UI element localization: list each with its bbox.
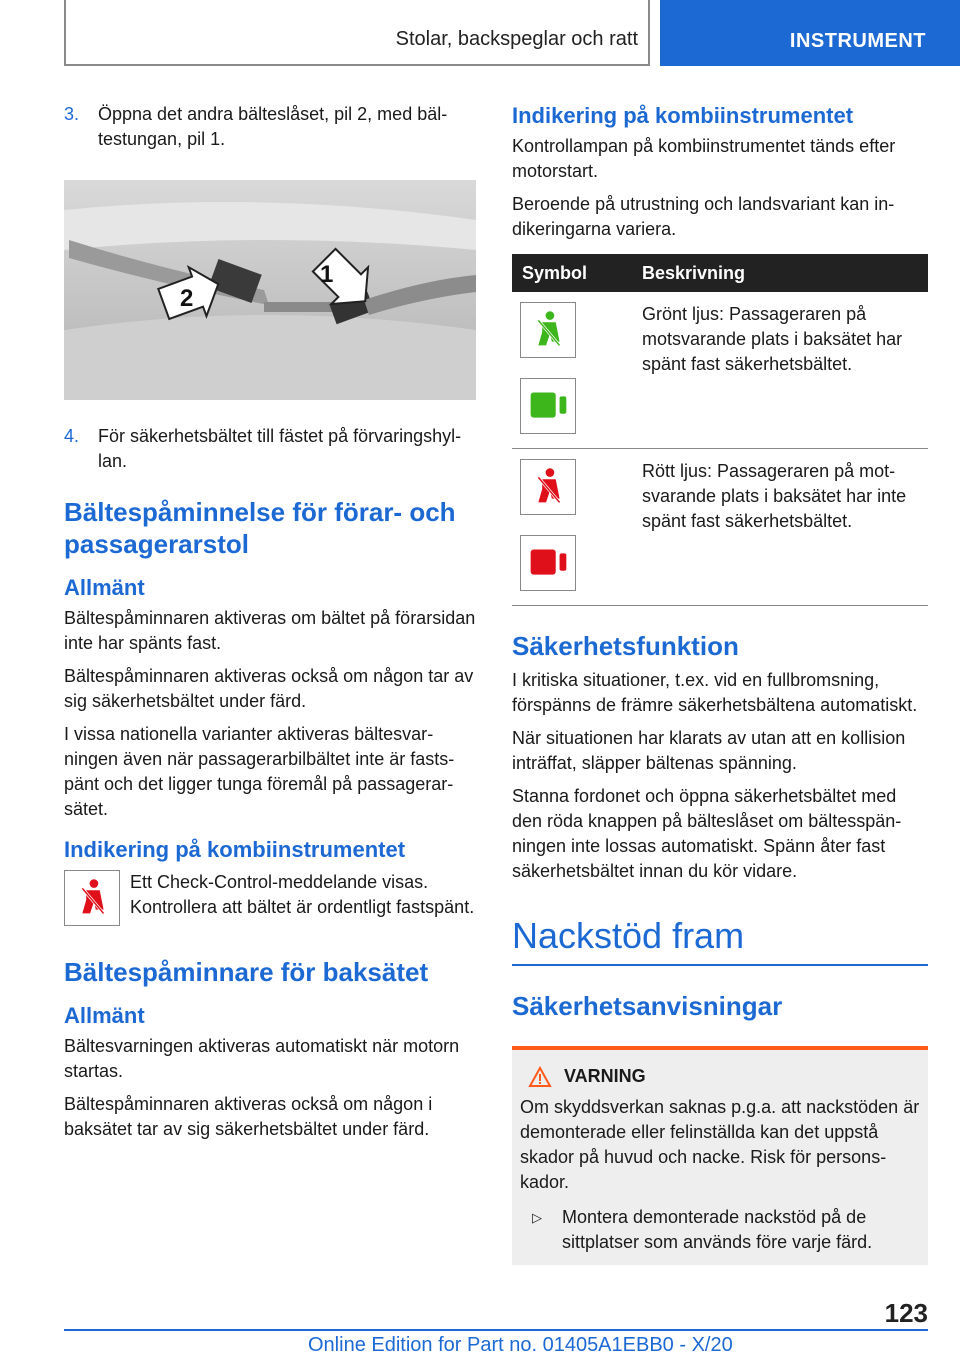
warning-header: [520, 1064, 920, 1089]
red-seat-status-icon: [520, 535, 576, 591]
table-header-symbol: Symbol: [512, 254, 632, 292]
bullet-triangle-icon: ▷: [532, 1210, 542, 1225]
left-column: [64, 102, 476, 1150]
header-section-title: Stolar, backspeglar och ratt: [395, 28, 638, 50]
warning-text: Om skyddsverkan saknas p.g.a. att nackstöden är demonterade eller felinställda kan det uppstå skador på huvud och nacke. Risk för personskador.: [520, 1097, 920, 1192]
step-text: Öppna det andra bälteslåset, pil 2, med bältestungan, pil 1.: [98, 104, 448, 149]
warning-item-text: Montera demonterade nackstöd på de sittplatser som används före varje färd.: [562, 1207, 873, 1252]
page-number: 123: [884, 1298, 928, 1328]
warning-title: VARNING: [564, 1066, 646, 1086]
step-text: För säkerhetsbältet till fästet på förvaringshyllan.: [98, 426, 462, 471]
description-cell: Rött ljus: Passageraren på motsvarande plats i baksätet har inte spänt fast säkerhetsbältet.: [632, 449, 928, 606]
warning-triangle-icon: [528, 1066, 552, 1088]
heading-general: Allmänt: [64, 1003, 145, 1028]
table-row: [512, 449, 928, 606]
paragraph: Bältesvarningen aktiveras automatiskt när motorn startas.: [64, 1036, 460, 1081]
warning-list-item: [520, 1205, 920, 1255]
green-seatbelt-icon: [520, 302, 576, 358]
paragraph: Stanna fordonet och öppna säkerhetsbältet med den röda knappen på bälteslåset om bältesspänningen inte lossas automatiskt. Spänn åter fast säkerhetsbältet innan du kör vidare.: [512, 786, 902, 881]
paragraph: Bältespåminnaren aktiveras om bältet på förarsidan inte har spänts fast.: [64, 608, 476, 653]
paragraph: När situationen har klarats av utan att en kollision inträffat, släpper bältenas spänning.: [512, 728, 906, 773]
table-row: [512, 292, 928, 449]
symbol-cell: [512, 449, 632, 606]
paragraph: Kontrollampan på kombiinstrumentet tänds efter motorstart.: [512, 136, 896, 181]
heading-driver-reminder: Bältespåminnelse för förar- och passagerarstol: [64, 497, 456, 559]
seatbelt-warning-icon: [64, 870, 120, 926]
heading-safety-notes: Säkerhetsanvisningar: [512, 991, 783, 1021]
heading-indicator: Indikering på kombiinstrumentet: [64, 837, 406, 862]
warning-box: [512, 1046, 928, 1265]
header-divider: [648, 0, 650, 66]
paragraph: Beroende på utrustning och landsvariant kan indikeringarna variera.: [512, 194, 895, 239]
step-3: [64, 102, 476, 152]
right-column: [512, 102, 928, 1265]
header-left-rule: [64, 0, 66, 66]
footer-rule: [64, 1329, 928, 1331]
step-number: 4.: [64, 426, 80, 446]
header-bottom-rule: [64, 64, 650, 66]
heading-general: Allmänt: [64, 575, 145, 600]
heading-front-headrest: Nackstöd fram: [512, 914, 928, 966]
header-chapter-label: INSTRUMENT: [789, 30, 926, 52]
seat-belt-photo: [64, 180, 476, 400]
heading-indicator: Indikering på kombiinstrumentet: [512, 103, 854, 128]
photo-arrow-label-2: 2: [180, 285, 194, 312]
indicator-text: Ett Check-Control-meddelande visas. Kontrollera att bältet är ordentligt fastspänt.: [130, 872, 475, 917]
paragraph: Bältespåminnaren aktiveras också om någon tar av sig säkerhetsbältet under färd.: [64, 666, 474, 711]
heading-safety-function: Säkerhetsfunktion: [512, 631, 739, 661]
photo-arrow-label-1: 1: [320, 261, 334, 288]
footer-edition-link[interactable]: Online Edition for Part no. 01405A1EBB0 - X/20: [308, 1334, 733, 1356]
description-cell: Grönt ljus: Passageraren på motsvarande plats i baksätet har spänt fast säkerhetsbältet.: [632, 292, 928, 449]
symbol-cell: [512, 292, 632, 449]
paragraph: I kritiska situationer, t.ex. vid en fullbromsning, förspänns de främre säkerhetsbältena automatiskt.: [512, 670, 918, 715]
step-number: 3.: [64, 104, 80, 124]
red-seatbelt-icon: [520, 459, 576, 515]
step-4: [64, 424, 476, 474]
green-seat-status-icon: [520, 378, 576, 434]
indicator-row: [64, 870, 476, 926]
header-chapter-tab[interactable]: [660, 0, 960, 66]
heading-rear-reminder: Bältespåminnare för baksätet: [64, 957, 429, 987]
table-header-description: Beskrivning: [632, 254, 928, 292]
paragraph: I vissa nationella varianter aktiveras bältesvarningen även när passagerarbilbältet inte är fastspänt och det ligger tunga föremål på passagerarsätet.: [64, 724, 455, 819]
paragraph: Bältespåminnaren aktiveras också om någon i baksätet tar av sig säkerhetsbältet under färd.: [64, 1094, 433, 1139]
indicator-table: [512, 254, 928, 606]
